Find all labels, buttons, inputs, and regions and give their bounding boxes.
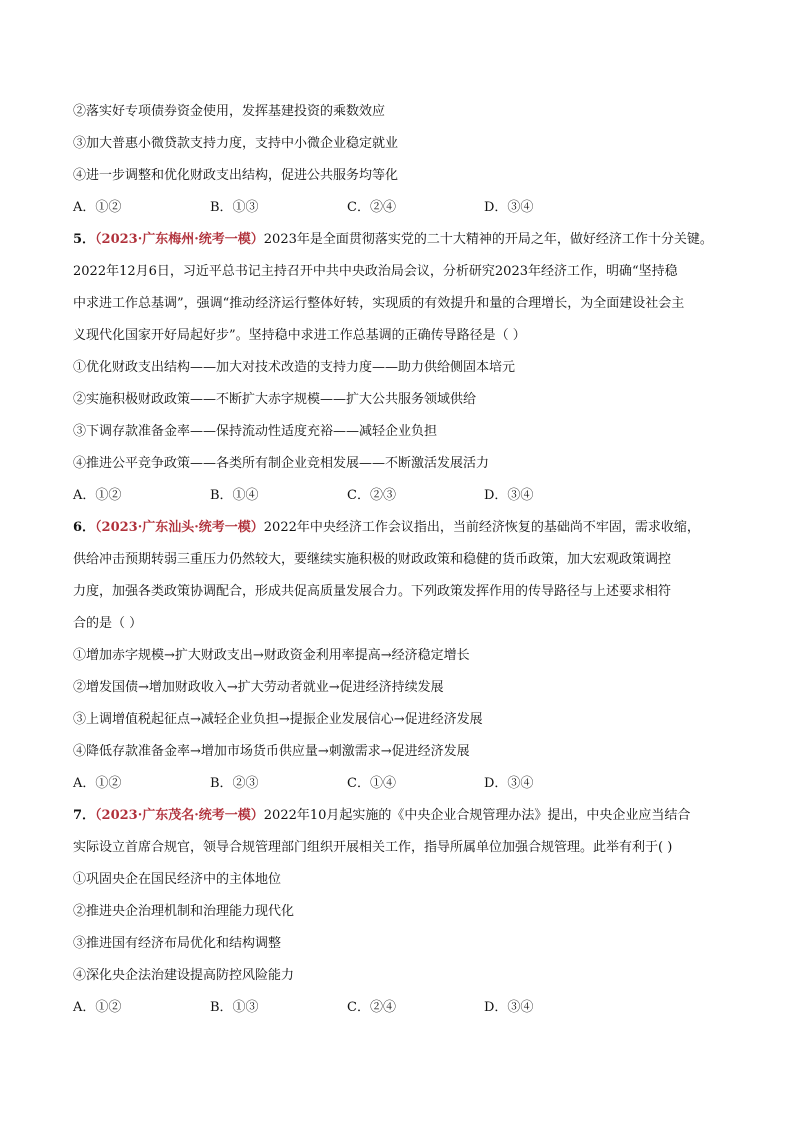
choice-c: C．②④	[347, 200, 396, 215]
option-line: ④进一步调整和优化财政支出结构，促进公共服务均等化	[73, 168, 399, 183]
question-stem-text: 2022年10月起实施的《中央企业合规管理办法》提出，中央企业应当结合	[263, 808, 691, 823]
question-number: 7．	[73, 808, 96, 823]
question-stem-line: 力度，加强各类政策协调配合，形成共促高质量发展合力。下列政策发挥作用的传导路径与上述要求相符	[73, 584, 672, 599]
question-5	[73, 224, 733, 512]
choice-a: A．①②	[73, 488, 122, 503]
question-stem-first-line	[73, 512, 733, 544]
question-source: （2023·广东梅州·统考一模）	[95, 232, 264, 247]
choice-b: B．②③	[210, 776, 259, 791]
option-line: ②落实好专项债券资金使用，发挥基建投资的乘数效应	[73, 104, 386, 119]
option-line: ①巩固央企在国民经济中的主体地位	[73, 872, 282, 887]
question-stem-text: 2022年中央经济工作会议指出，当前经济恢复的基础尚不牢固，需求收缩，	[263, 520, 700, 535]
question-stem-first-line	[73, 800, 733, 832]
option-line: ①增加赤字规模→扩大财政支出→财政资金利用率提高→经济稳定增长	[73, 648, 470, 663]
option-line: ③推进国有经济布局优化和结构调整	[73, 936, 282, 951]
choice-a: A．①②	[73, 776, 122, 791]
question-source: （2023·广东汕头·统考一模）	[95, 520, 264, 535]
question-source: （2023·广东茂名·统考一模）	[95, 808, 264, 823]
exam-page	[73, 96, 733, 1024]
option-line: ②增发国债→增加财政收入→扩大劳动者就业→促进经济持续发展	[73, 680, 444, 695]
option-line: ③上调增值税起征点→减轻企业负担→提振企业发展信心→促进经济发展	[73, 712, 483, 727]
choice-b: B．①④	[210, 488, 259, 503]
question-stem-first-line	[73, 224, 733, 256]
choice-d: D．③④	[484, 776, 534, 791]
option-line: ④降低存款准备金率→增加市场货币供应量→刺激需求→促进经济发展	[73, 744, 470, 759]
choice-c: C．②④	[347, 1000, 396, 1015]
choice-a: A．①②	[73, 1000, 122, 1015]
question-stem-text: 2023年是全面贯彻落实党的二十大精神的开局之年，做好经济工作十分关键。	[263, 232, 713, 247]
choice-b: B．①③	[210, 200, 259, 215]
question-stem-line: 供给冲击预期转弱三重压力仍然较大，要继续实施积极的财政政策和稳健的货币政策，加大宏观政策调控	[73, 552, 672, 567]
choice-c: C．①④	[347, 776, 396, 791]
question-number: 5．	[73, 232, 96, 247]
question-stem-line: 合的是（ ）	[73, 616, 143, 631]
choice-d: D．③④	[484, 200, 534, 215]
option-line: ③加大普惠小微贷款支持力度，支持中小微企业稳定就业	[73, 136, 399, 151]
question-stem-line: 义现代化国家开好局起好步”。坚持稳中求进工作总基调的正确传导路径是（ ）	[73, 328, 526, 343]
option-line: ②推进央企治理机制和治理能力现代化	[73, 904, 295, 919]
question-number: 6．	[73, 520, 96, 535]
option-line: ④深化央企法治建设提高防控风险能力	[73, 968, 295, 983]
option-line: ①优化财政支出结构——加大对技术改造的支持力度——助力供给侧固本培元	[73, 360, 516, 375]
choice-b: B．①③	[210, 1000, 259, 1015]
question-stem-line: 实际设立首席合规官，领导合规管理部门组织开展相关工作，指导所属单位加强合规管理。此举有利于( )	[73, 840, 673, 855]
answer-choices	[73, 768, 733, 800]
question-stem-line: 2022年12月6日，习近平总书记主持召开中共中央政治局会议，分析研究2023年经济工作，明确“坚持稳	[73, 264, 678, 279]
question-4-tail	[73, 96, 733, 224]
question-7	[73, 800, 733, 1024]
choice-a: A．①②	[73, 200, 122, 215]
option-line: ④推进公平竞争政策——各类所有制企业竞相发展——不断激活发展活力	[73, 456, 490, 471]
option-line: ③下调存款准备金率——保持流动性适度充裕——减轻企业负担	[73, 424, 438, 439]
answer-choices	[73, 992, 733, 1024]
choice-d: D．③④	[484, 1000, 534, 1015]
choice-c: C．②③	[347, 488, 396, 503]
answer-choices	[73, 480, 733, 512]
question-stem-line: 中求进工作总基调”，强调“推动经济运行整体好转，实现质的有效提升和量的合理增长，为全面建设社会主	[73, 296, 685, 311]
option-line: ②实施积极财政政策——不断扩大赤字规模——扩大公共服务领域供给	[73, 392, 477, 407]
choice-d: D．③④	[484, 488, 534, 503]
answer-choices	[73, 192, 733, 224]
question-6	[73, 512, 733, 800]
